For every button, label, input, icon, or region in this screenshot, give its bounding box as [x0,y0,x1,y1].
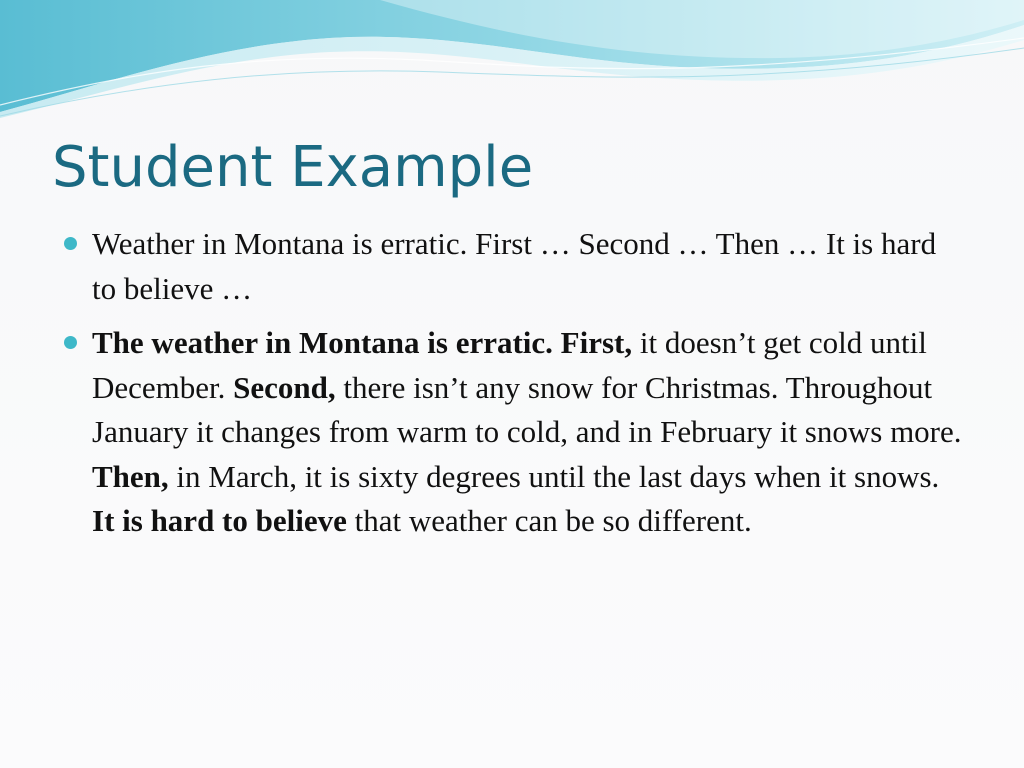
bullet-text-run: that weather can be so different. [346,503,752,538]
wave-header-decoration [0,0,1024,130]
bold-text-run: It is hard to believe [92,503,347,538]
bullet-text-run: it doesn’t get cold until December. [92,325,927,405]
bold-text-run: Second, [233,369,336,405]
bullet-text [92,321,962,544]
bullet-text-run: Weather in Montana is erratic. First … Second … Then … It is hard to believe … [92,226,937,306]
bullet-item [92,321,962,544]
bullet-dot-icon [64,237,77,250]
bold-text-run: Then, [92,458,169,494]
bullet-dot-icon [64,336,77,349]
bullet-item [92,222,962,311]
bullet-text [92,222,962,311]
bullet-text-run: there isn’t any snow for Christmas. Throughout January it changes from warm to cold, and in February it snows more. [92,369,962,449]
bullet-text-run: in March, it is sixty degrees until the last days when it snows. [168,458,940,494]
bold-text-run: The weather in Montana is erratic. First, [92,325,633,360]
slide-title: Student Example [52,135,534,200]
bullet-list [92,222,962,554]
